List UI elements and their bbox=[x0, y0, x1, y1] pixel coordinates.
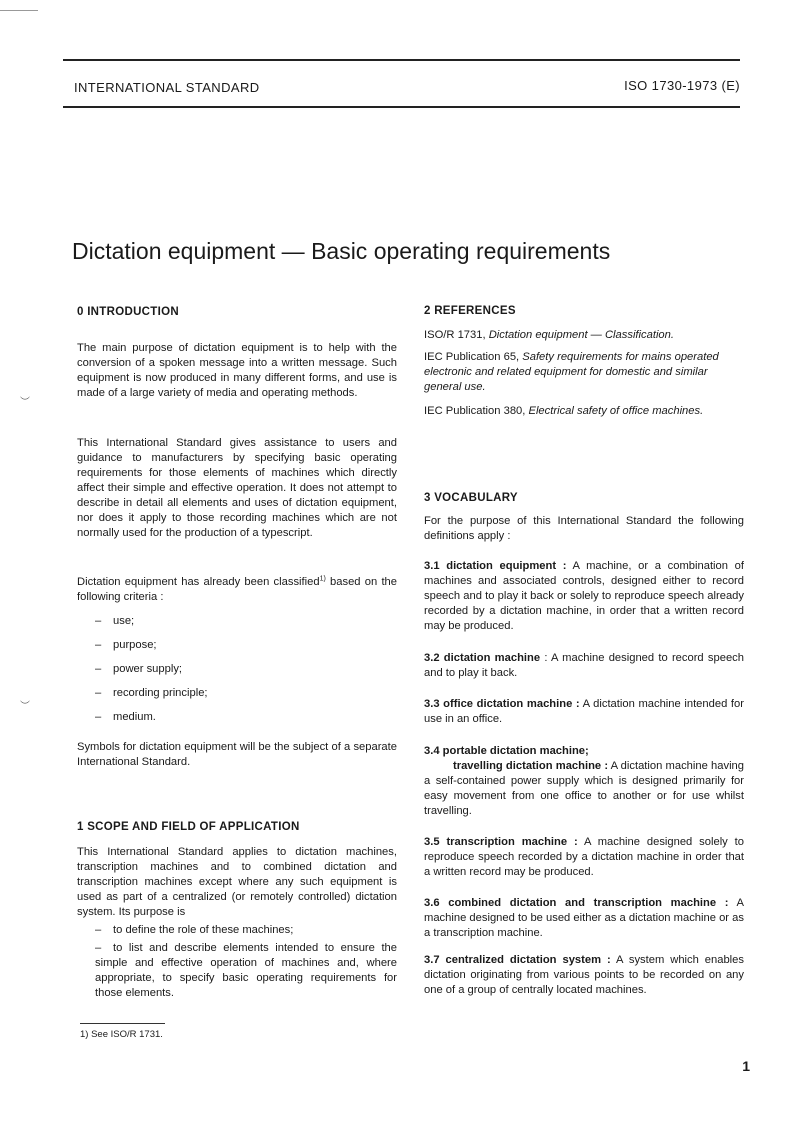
definition-3-5: 3.5 transcription machine : A machine designed solely to reproduce speech recorded by a dictation machine in order that a written record may be produced. bbox=[424, 836, 744, 878]
header-standard-label: INTERNATIONAL STANDARD bbox=[74, 80, 260, 95]
intro-paragraph-4: Symbols for dictation equipment will be the subject of a separate International Standard. bbox=[77, 741, 397, 768]
intro-paragraph-3 bbox=[77, 575, 397, 605]
footnote-rule bbox=[80, 1023, 165, 1024]
scan-mark-left-1: ︶ bbox=[20, 397, 30, 408]
section-1-heading: 1 SCOPE AND FIELD OF APPLICATION bbox=[77, 821, 300, 833]
reference-3: IEC Publication 380, Electrical safety of office machines. bbox=[424, 405, 704, 417]
section-3-heading: 3 VOCABULARY bbox=[424, 492, 518, 504]
vocabulary-intro: For the purpose of this International Standard the following definitions apply : bbox=[424, 515, 744, 542]
scope-item-2: – to list and describe elements intended to ensure the simple and effective operation of machines and, where appropriate, to specify basic operating requirements for those elements. bbox=[95, 942, 397, 999]
criteria-item-use: – use; bbox=[95, 615, 135, 627]
definition-3-4: 3.4 portable dictation machine; travelling dictation machine : A dictation machine having a self-contained power supply which is designed primarily for easy movement from one office to another or for use whilst travelling. bbox=[424, 745, 744, 817]
criteria-item-recording-principle: – recording principle; bbox=[95, 687, 208, 699]
scope-paragraph: This International Standard applies to dictation machines, transcription machines and to combined dictation and transcription machines except where any such equipment is used as part of a centralized (or remotely controlled) dictation system. Its purpose is bbox=[77, 846, 397, 918]
header-bottom-rule bbox=[63, 106, 740, 108]
criteria-item-medium: – medium. bbox=[95, 711, 156, 723]
criteria-item-power-supply: – power supply; bbox=[95, 663, 183, 675]
page-number: 1 bbox=[742, 1058, 750, 1074]
header-top-rule bbox=[63, 59, 740, 61]
section-0-heading: 0 INTRODUCTION bbox=[77, 306, 179, 318]
definition-3-1: 3.1 dictation equipment : A machine, or a combination of machines and associated controls, designed either to record speech and to play it back or solely to reproduce speech already recorded by a dictation machine, in order that a written record may be produced. bbox=[424, 560, 744, 632]
definition-3-2: 3.2 dictation machine : A machine designed to record speech and to play it back. bbox=[424, 652, 744, 679]
intro-p3-text-b: based on the following criteria : bbox=[77, 576, 397, 603]
footnote-ref: 1) bbox=[319, 575, 326, 583]
reference-1: ISO/R 1731, Dictation equipment — Classification. bbox=[424, 329, 674, 341]
page-title: Dictation equipment — Basic operating requirements bbox=[72, 238, 611, 264]
scope-item-1: – to define the role of these machines; bbox=[95, 924, 294, 936]
definition-3-6: 3.6 combined dictation and transcription machine : A machine designed to be used either as a dictation machine or as a transcription machine. bbox=[424, 897, 745, 939]
reference-2: IEC Publication 65, Safety requirements for mains operated electronic and related equipment for domestic and similar general use. bbox=[424, 351, 719, 393]
header-standard-number: ISO 1730-1973 (E) bbox=[624, 78, 740, 93]
definition-3-7: 3.7 centralized dictation system : A system which enables dictation originating from various points to be recorded on any one of a group of centrally located machines. bbox=[424, 954, 744, 996]
section-2-heading: 2 REFERENCES bbox=[424, 305, 516, 317]
intro-paragraph-2: This International Standard gives assistance to users and guidance to manufacturers by specifying basic operating requirements for those elements of machines which directly affect their simple and effective operation. It does not attempt to describe in detail all elements and uses of dictation equipment, nor does it apply to those recording machines which are not normally used for the production of a typescript. bbox=[77, 437, 397, 539]
definition-3-3: 3.3 office dictation machine : A dictation machine intended for use in an office. bbox=[424, 698, 744, 725]
intro-paragraph-1: The main purpose of dictation equipment is to help with the conversion of a spoken message into a written message. Such equipment is now produced in many different forms, and use is made of a large variety of media and operating methods. bbox=[77, 342, 397, 399]
scan-mark-left-2: ︶ bbox=[20, 701, 30, 712]
scan-mark-top bbox=[0, 10, 38, 11]
criteria-item-purpose: – purpose; bbox=[95, 639, 157, 651]
footnote: 1) See ISO/R 1731. bbox=[80, 1029, 163, 1040]
intro-p3-text-a: Dictation equipment has already been classified bbox=[77, 576, 320, 588]
